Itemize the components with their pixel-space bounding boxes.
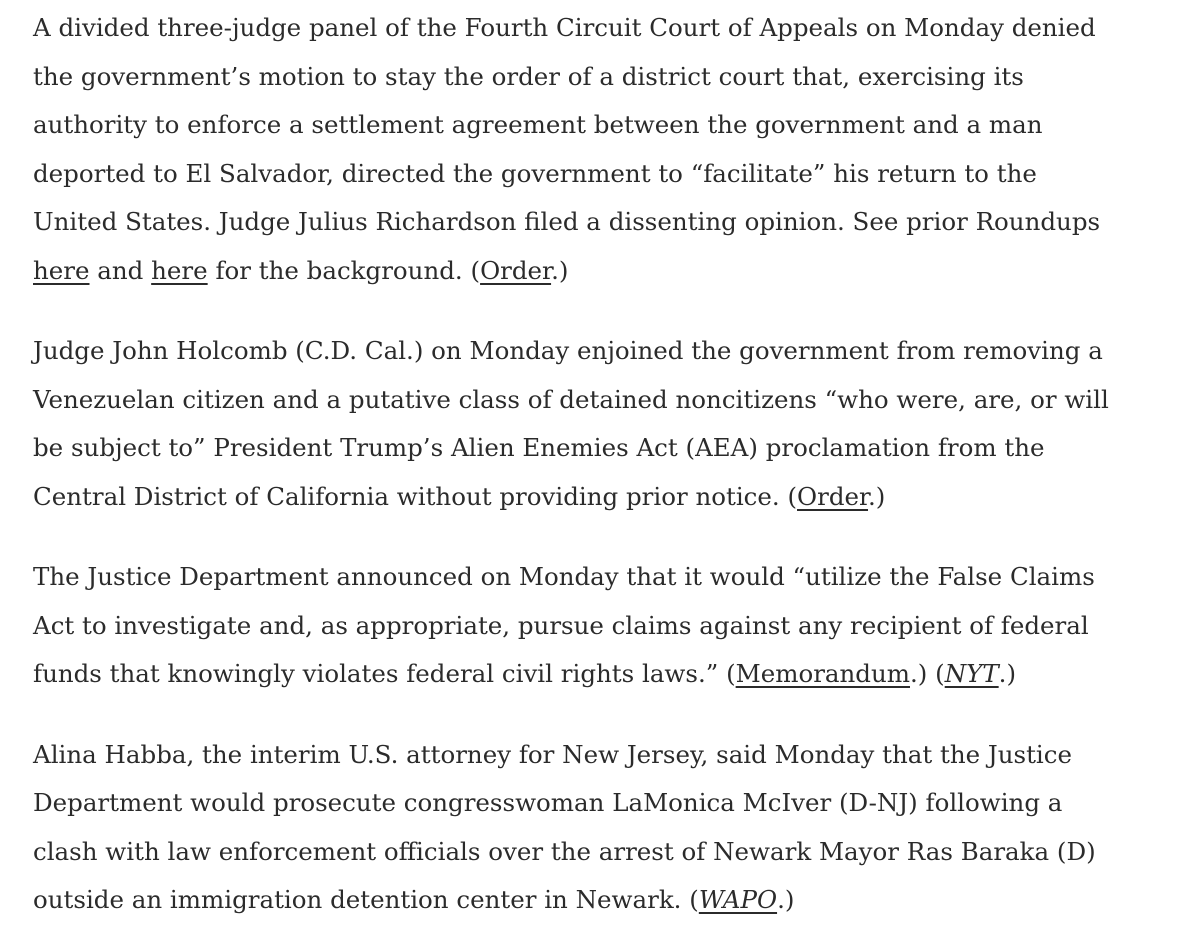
text-run: for the background. ( <box>207 255 481 285</box>
here-link-2[interactable]: here <box>151 255 208 285</box>
text-run: Venezuelan citizen and a putative class of detained noncitizens “who were, are, or will <box>33 384 1109 414</box>
text-line <box>33 779 1183 828</box>
text-run: be subject to” President Trump’s Alien Enemies Act (AEA) proclamation from the <box>33 433 1045 462</box>
paragraph <box>33 4 1183 295</box>
text-line <box>33 53 1183 102</box>
text-run: Act to investigate and, as appropriate, pursue claims against any recipient of federal <box>33 610 1089 640</box>
order-link[interactable]: Order <box>797 481 869 511</box>
text-run: outside an immigration detention center in Newark. ( <box>33 885 699 914</box>
text-line <box>33 327 1183 376</box>
article-body <box>33 4 1183 925</box>
text-run: .) ( <box>910 659 945 688</box>
paragraph <box>33 327 1183 521</box>
text-line <box>33 553 1183 602</box>
paragraph <box>33 731 1183 925</box>
text-run: authority to enforce a settlement agreement between the government and a man <box>33 110 1043 139</box>
text-line <box>33 247 1183 296</box>
text-line <box>33 602 1183 651</box>
text-run: .) <box>868 481 886 511</box>
text-line <box>33 828 1183 877</box>
text-line <box>33 101 1183 150</box>
text-run: Department would prosecute congresswoman LaMonica McIver (D-NJ) following a <box>33 788 1063 817</box>
text-line <box>33 731 1183 780</box>
text-run: the government’s motion to stay the order of a district court that, exercising its <box>33 61 1024 91</box>
nyt-link[interactable]: NYT <box>944 659 999 688</box>
text-line <box>33 376 1183 425</box>
text-run: .) <box>777 885 795 914</box>
order-link[interactable]: Order <box>480 255 552 285</box>
text-line <box>33 150 1183 199</box>
text-run: A divided three-judge panel of the Fourth Circuit Court of Appeals on Monday denied <box>33 13 1096 42</box>
text-line <box>33 650 1183 699</box>
text-line <box>33 4 1183 53</box>
memorandum-link[interactable]: Memorandum <box>735 659 910 688</box>
text-line <box>33 473 1183 522</box>
text-run: .) <box>998 659 1017 688</box>
text-run: .) <box>551 255 569 285</box>
paragraph <box>33 553 1183 699</box>
wapo-link[interactable]: WAPO <box>698 885 778 914</box>
text-run: Central District of California without providing prior notice. ( <box>33 481 798 511</box>
text-run: deported to El Salvador, directed the government to “facilitate” his return to the <box>33 158 1037 188</box>
here-link-1[interactable]: here <box>33 255 90 285</box>
text-run: funds that knowingly violates federal civil rights laws.” ( <box>33 659 736 688</box>
text-run: The Justice Department announced on Monday that it would “utilize the False Claims <box>33 562 1095 591</box>
text-run: United States. Judge Julius Richardson filed a dissenting opinion. See prior Roundups <box>33 207 1101 236</box>
text-run: Alina Habba, the interim U.S. attorney for New Jersey, said Monday that the Justice <box>33 739 1072 769</box>
text-line <box>33 198 1183 247</box>
text-line <box>33 424 1183 473</box>
text-line <box>33 876 1183 925</box>
text-run: and <box>89 255 152 285</box>
text-run: Judge John Holcomb (C.D. Cal.) on Monday enjoined the government from removing a <box>33 336 1103 365</box>
text-run: clash with law enforcement officials over the arrest of Newark Mayor Ras Baraka (D) <box>33 836 1096 866</box>
